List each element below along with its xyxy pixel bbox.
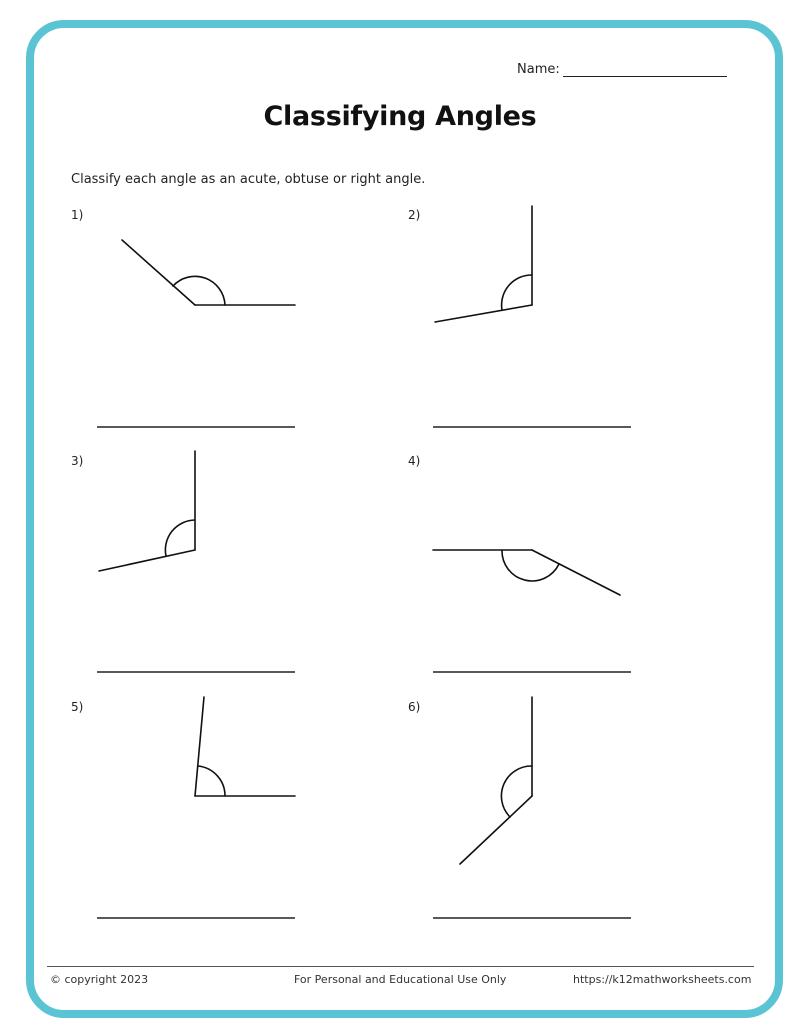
problem-number: 6) bbox=[408, 700, 421, 714]
angle-figure-2 bbox=[435, 206, 532, 322]
problem-number: 5) bbox=[71, 700, 84, 714]
footer-divider bbox=[47, 966, 754, 967]
footer-usage: For Personal and Educational Use Only bbox=[294, 973, 507, 986]
angle-figure-6 bbox=[460, 697, 532, 864]
angle-figure-5 bbox=[195, 697, 295, 796]
footer-copyright: © copyright 2023 bbox=[50, 973, 149, 986]
instructions: Classify each angle as an acute, obtuse or right angle. bbox=[71, 172, 426, 187]
footer-url[interactable]: https://k12mathworksheets.com bbox=[573, 973, 752, 986]
problem-number: 4) bbox=[408, 454, 421, 468]
problem-number: 1) bbox=[71, 208, 84, 222]
problem-number: 3) bbox=[71, 454, 84, 468]
page-title: Classifying Angles bbox=[263, 101, 537, 132]
name-label: Name: bbox=[517, 62, 560, 77]
angle-figure-1 bbox=[122, 240, 295, 305]
angle-figure-4 bbox=[433, 550, 620, 595]
angle-figure-3 bbox=[99, 451, 195, 571]
problem-number: 2) bbox=[408, 208, 421, 222]
